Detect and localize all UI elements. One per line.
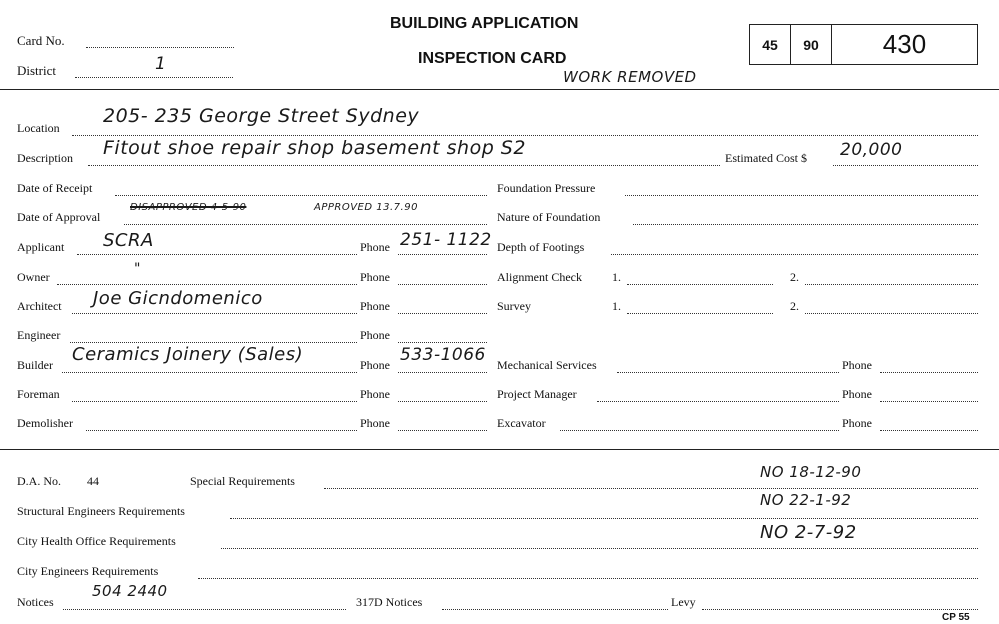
form-subtitle: INSPECTION CARD xyxy=(418,50,567,67)
builder-phone-field[interactable] xyxy=(398,372,487,373)
alignment-check-field-1[interactable] xyxy=(627,284,773,285)
architect-phone-label: Phone xyxy=(360,299,390,313)
builder-phone-value: 533-1066 xyxy=(400,345,486,365)
survey-field-2[interactable] xyxy=(805,313,978,314)
date-of-approval-label: Date of Approval xyxy=(17,210,101,224)
foundation-pressure-label: Foundation Pressure xyxy=(497,181,596,195)
nature-of-foundation-label: Nature of Foundation xyxy=(497,210,601,224)
description-value: Fitout shoe repair shop basement shop S2 xyxy=(103,137,526,159)
notices-label: Notices xyxy=(17,595,54,609)
estimated-cost-field[interactable] xyxy=(833,165,978,166)
estimated-cost-value: 20,000 xyxy=(840,140,903,160)
engineer-phone-label: Phone xyxy=(360,328,390,342)
builder-label: Builder xyxy=(17,358,53,372)
alignment-check-label: Alignment Check xyxy=(497,270,582,284)
special-requirements-label: Special Requirements xyxy=(190,474,295,488)
location-value: 205- 235 George Street Sydney xyxy=(103,105,420,127)
applicant-phone-field[interactable] xyxy=(398,254,487,255)
engineer-phone-field[interactable] xyxy=(398,342,487,343)
owner-label: Owner xyxy=(17,270,50,284)
date-of-approval-value: APPROVED 13.7.90 xyxy=(314,202,418,213)
card-no-label: Card No. xyxy=(17,33,65,48)
notices-317d-field[interactable] xyxy=(442,609,668,610)
section-divider xyxy=(0,449,999,450)
alignment-check-num1: 1. xyxy=(612,270,621,284)
depth-of-footings-field[interactable] xyxy=(611,254,978,255)
notices-value: 504 2440 xyxy=(92,582,168,600)
estimated-cost-label: Estimated Cost $ xyxy=(725,151,807,165)
foreman-label: Foreman xyxy=(17,387,60,401)
form-title: BUILDING APPLICATION xyxy=(390,15,579,32)
project-manager-field[interactable] xyxy=(597,401,839,402)
date-of-receipt-field[interactable] xyxy=(115,195,487,196)
project-manager-phone-field[interactable] xyxy=(880,401,978,402)
applicant-label: Applicant xyxy=(17,240,65,254)
nature-of-foundation-field[interactable] xyxy=(633,224,978,225)
location-label: Location xyxy=(17,121,60,135)
date-of-approval-field[interactable] xyxy=(124,224,487,225)
builder-phone-label: Phone xyxy=(360,358,390,372)
owner-phone-field[interactable] xyxy=(398,284,487,285)
description-field[interactable] xyxy=(88,165,720,166)
mechanical-services-label: Mechanical Services xyxy=(497,358,597,372)
da-no-label: D.A. No. xyxy=(17,474,61,488)
depth-of-footings-label: Depth of Footings xyxy=(497,240,585,254)
health-requirements-field[interactable] xyxy=(221,548,978,549)
mechanical-services-field[interactable] xyxy=(617,372,839,373)
foundation-pressure-field[interactable] xyxy=(625,195,978,196)
health-requirements-label: City Health Office Requirements xyxy=(17,534,176,548)
demolisher-label: Demolisher xyxy=(17,416,73,430)
demolisher-phone-label: Phone xyxy=(360,416,390,430)
health-requirements-note: NO 2-7-92 xyxy=(760,522,857,543)
applicant-field[interactable] xyxy=(77,254,357,255)
box-cell-2: 90 xyxy=(791,25,832,64)
excavator-label: Excavator xyxy=(497,416,546,430)
notices-field[interactable] xyxy=(63,609,346,610)
engineers-requirements-field[interactable] xyxy=(198,578,978,579)
notices-317d-label: 317D Notices xyxy=(356,595,423,609)
builder-value: Ceramics Joinery (Sales) xyxy=(72,344,304,365)
district-field[interactable] xyxy=(75,77,233,78)
survey-field-1[interactable] xyxy=(627,313,773,314)
mechanical-services-phone-label: Phone xyxy=(842,358,872,372)
owner-field[interactable] xyxy=(57,284,357,285)
engineer-field[interactable] xyxy=(70,342,357,343)
excavator-field[interactable] xyxy=(560,430,839,431)
structural-requirements-field[interactable] xyxy=(230,518,978,519)
applicant-phone-label: Phone xyxy=(360,240,390,254)
foreman-field[interactable] xyxy=(72,401,357,402)
box-cell-1: 45 xyxy=(750,25,791,64)
location-field[interactable] xyxy=(72,135,978,136)
demolisher-field[interactable] xyxy=(86,430,357,431)
excavator-phone-label: Phone xyxy=(842,416,872,430)
structural-requirements-note: NO 22-1-92 xyxy=(760,491,852,509)
structural-requirements-label: Structural Engineers Requirements xyxy=(17,504,185,518)
architect-value: Joe Gicndomenico xyxy=(93,288,263,309)
header-divider xyxy=(0,89,999,90)
alignment-check-num2: 2. xyxy=(790,270,799,284)
architect-label: Architect xyxy=(17,299,62,313)
date-of-receipt-label: Date of Receipt xyxy=(17,181,93,195)
demolisher-phone-field[interactable] xyxy=(398,430,487,431)
builder-field[interactable] xyxy=(62,372,357,373)
levy-label: Levy xyxy=(671,595,696,609)
mechanical-services-phone-field[interactable] xyxy=(880,372,978,373)
district-value: 1 xyxy=(155,54,167,74)
survey-label: Survey xyxy=(497,299,531,313)
applicant-phone-value: 251- 1122 xyxy=(400,230,492,250)
card-no-field[interactable] xyxy=(86,47,234,48)
da-no-value: 44 xyxy=(87,474,99,488)
alignment-check-field-2[interactable] xyxy=(805,284,978,285)
foreman-phone-label: Phone xyxy=(360,387,390,401)
levy-field[interactable] xyxy=(702,609,978,610)
card-number-box xyxy=(749,24,978,65)
engineers-requirements-label: City Engineers Requirements xyxy=(17,564,159,578)
foreman-phone-field[interactable] xyxy=(398,401,487,402)
stamp-note: WORK REMOVED xyxy=(563,68,697,86)
description-label: Description xyxy=(17,151,73,165)
project-manager-phone-label: Phone xyxy=(842,387,872,401)
box-cell-3: 430 xyxy=(882,29,927,59)
owner-value: " xyxy=(134,261,141,277)
owner-phone-label: Phone xyxy=(360,270,390,284)
survey-num2: 2. xyxy=(790,299,799,313)
applicant-value: SCRA xyxy=(103,230,154,251)
excavator-phone-field[interactable] xyxy=(880,430,978,431)
special-requirements-field[interactable] xyxy=(324,488,978,489)
architect-phone-field[interactable] xyxy=(398,313,487,314)
engineer-label: Engineer xyxy=(17,328,61,342)
district-label: District xyxy=(17,63,56,78)
project-manager-label: Project Manager xyxy=(497,387,577,401)
survey-num1: 1. xyxy=(612,299,621,313)
special-requirements-note: NO 18-12-90 xyxy=(760,463,862,481)
form-code: CP 55 xyxy=(942,612,970,623)
date-of-approval-struck: DISAPPROVED 4-5-90 xyxy=(130,202,247,213)
architect-field[interactable] xyxy=(72,313,357,314)
